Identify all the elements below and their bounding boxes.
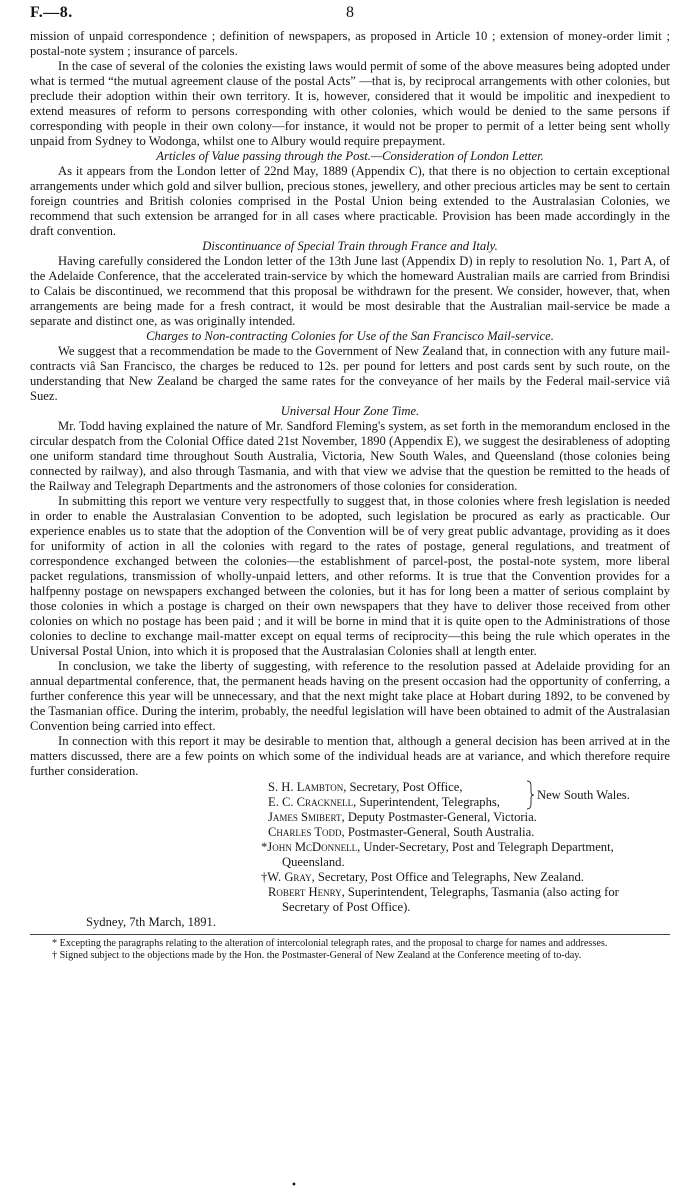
signatory-mcdonnell: *John McDonnell, Under-Secretary, Post and Telegraph Department, [261,840,614,854]
footnote-dagger: † Signed subject to the objections made by the Hon. the Postmaster-General of New Zealand at the Conference meeting of to-day. [52,950,582,961]
paragraph-hour-zone-time: Mr. Todd having explained the nature of Mr. Sandford Fleming's system, as set forth in the memorandum enclosed in the circular despatch from the Colonial Office dated 21st November, 1890 (Appendix E), we suggest the desirableness of adopting one uniform standard time throughout South Australia, Victoria, New South Wales, and Queensland (those colonies being connected by railway), and also through Tasmania, and with that view we advise that the question be remitted to the heads of the Railway and Telegraph Departments and the astronomers of those colonies for consideration. [30,419,670,493]
brace-icon [525,780,535,810]
page-number: 8 [346,4,354,21]
paragraph-articles-of-value: As it appears from the London letter of 22nd May, 1889 (Appendix C), that there is no objection to certain exceptional arrangements under which gold and silver bullion, precious stones, jewellery, and other precious articles may be sent to certain foreign countries and British colonies comprised in the Postal Union being extended to the Australasian Colonies, we recommend that such extension be arranged for in all cases where practicable. Provision has been made accordingly in the draft convention. [30,164,670,238]
paragraph-intro: mission of unpaid correspondence ; definition of newspapers, as proposed in Article 10 ; extension of money-order limit ; postal-note system ; insurance of parcels. [30,29,670,58]
signatory-smibert: James Smibert, Deputy Postmaster-General, Victoria. [268,810,537,824]
bottom-mark: • [291,1180,297,1191]
footnote-divider [30,934,670,935]
paragraph-submitting: In submitting this report we venture very respectfully to suggest that, in those colonies where fresh legislation is needed in order to enable the Australasian Convention to be adopted, such legislation be procured as early as practicable. Our experience enables us to state that the adoption of the Convention will be of very great public advantage, providing as it does for uniformity of action in all the colonies with regard to the rates of postage, general regulations, and treatment of correspondence exchanged between the colonies—the establishment of parcel-post, the postal-note system, more liberal packet regulations, transmission of wholly-unpaid letters, and other reforms. It is true that the Convention provides for a halfpenny postage on newspapers exchanged between the colonies, but it has for long been a matter of serious complaint by those colonies in which a postage is charged on their own newspapers that they have to deliver those received from other colonies on which no postage has been paid ; and it will be borne in mind that it is quite open to the Administrations of those colonies to decline to exchange mail-matter except on equal terms of reciprocity—this being the rule which operates in the Universal Postal Union, into which it is proposed that the Australasian Colonies shall at length enter. [30,494,670,658]
heading-articles-of-value: Articles of Value passing through the Post.—Consideration of London Letter. [156,149,544,163]
paragraph-colonies: In the case of several of the colonies the existing laws would permit of some of the above measures being adopted under what is termed “the mutual agreement clause of the postal Acts” —that is, by reciprocal arrangements with other colonies, but preclude their adoption within their own territory. It is, however, considered that it would be impolitic and inexpedient to extend measures of reform to persons corresponding with other colonies, which would be denied to the same persons if corresponding with people in their own colony—for instance, it would not be proper to permit of a letter being sent wholly unpaid from Sydney to Wodonga, whilst one to Albury would require prepayment. [30,59,670,148]
paragraph-san-francisco-charges: We suggest that a recommendation be made to the Government of New Zealand that, in connection with any future mail-contracts viâ San Francisco, the charges be reduced to 12s. per pound for letters and post cards sent by such route, on the understanding that New Zealand be charged the same rates for the conveyance of her mails by the Federal mail-service viâ Suez. [30,344,670,403]
signatory-todd: Charles Todd, Postmaster-General, South Australia. [268,825,535,839]
colony-new-south-wales: New South Wales. [537,788,630,802]
signatory-lambton: S. H. Lambton, Secretary, Post Office, [268,780,463,794]
paragraph-conclusion: In conclusion, we take the liberty of suggesting, with reference to the resolution passed at Adelaide providing for an annual departmental conference, that, the permanent heads having on the present occasion had the opportunity of conferring, a further conference this year will be unnecessary, and that the next might take place at Hobart during 1892, to be convened by the Tasmanian office. During the interim, probably, the needful legislation will have been obtained to admit of the Australasian Convention being carried into effect. [30,659,670,733]
signatory-cracknell: E. C. Cracknell, Superintendent, Telegraphs, [268,795,500,809]
heading-san-francisco-charges: Charges to Non-contracting Colonies for Use of the San Francisco Mail-service. [146,329,554,343]
paragraph-special-train: Having carefully considered the London letter of the 13th June last (Appendix D) in reply to resolution No. 1, Part A, of the Adelaide Conference, that the accelerated train-service by which the homeward Australian mails are carried from Brindisi to Calais be discontinued, we recommend that this proposal be withdrawn for the present. We consider, however, that, when arrangements are being made for a fresh contract, it would be most desirable that the Australian mail-service be made a separate and distinct one, as was originally intended. [30,254,670,328]
document-reference: F.—8. [30,4,73,21]
signatory-henry: Robert Henry, Superintendent, Telegraphs, Tasmania (also acting for [268,885,619,899]
heading-hour-zone-time: Universal Hour Zone Time. [280,404,420,418]
heading-special-train: Discontinuance of Special Train through France and Italy. [202,239,498,253]
signatory-mcdonnell-place: Queensland. [282,855,345,869]
signatories-block [30,780,670,930]
nsw-signatories [240,780,670,810]
signatory-gray: †W. Gray, Secretary, Post Office and Telegraphs, New Zealand. [261,870,584,884]
footnote-mark-dagger: † [261,870,268,884]
page-header [30,4,670,26]
paragraph-connection: In connection with this report it may be desirable to mention that, although a general decision has been arrived at in the matters discussed, there are a few points on which some of the individual heads are at variance, and which therefore require further consideration. [30,734,670,778]
report-body [30,29,670,962]
dateline: Sydney, 7th March, 1891. [86,915,217,929]
signatory-henry-continued: Secretary of Post Office). [282,900,411,914]
footnotes [30,938,670,962]
footnote-asterisk: * Excepting the paragraphs relating to the alteration of intercolonial telegraph rates, and the proposal to charge for names and addresses. [52,938,608,949]
footnote-mark-asterisk: * [261,840,268,854]
